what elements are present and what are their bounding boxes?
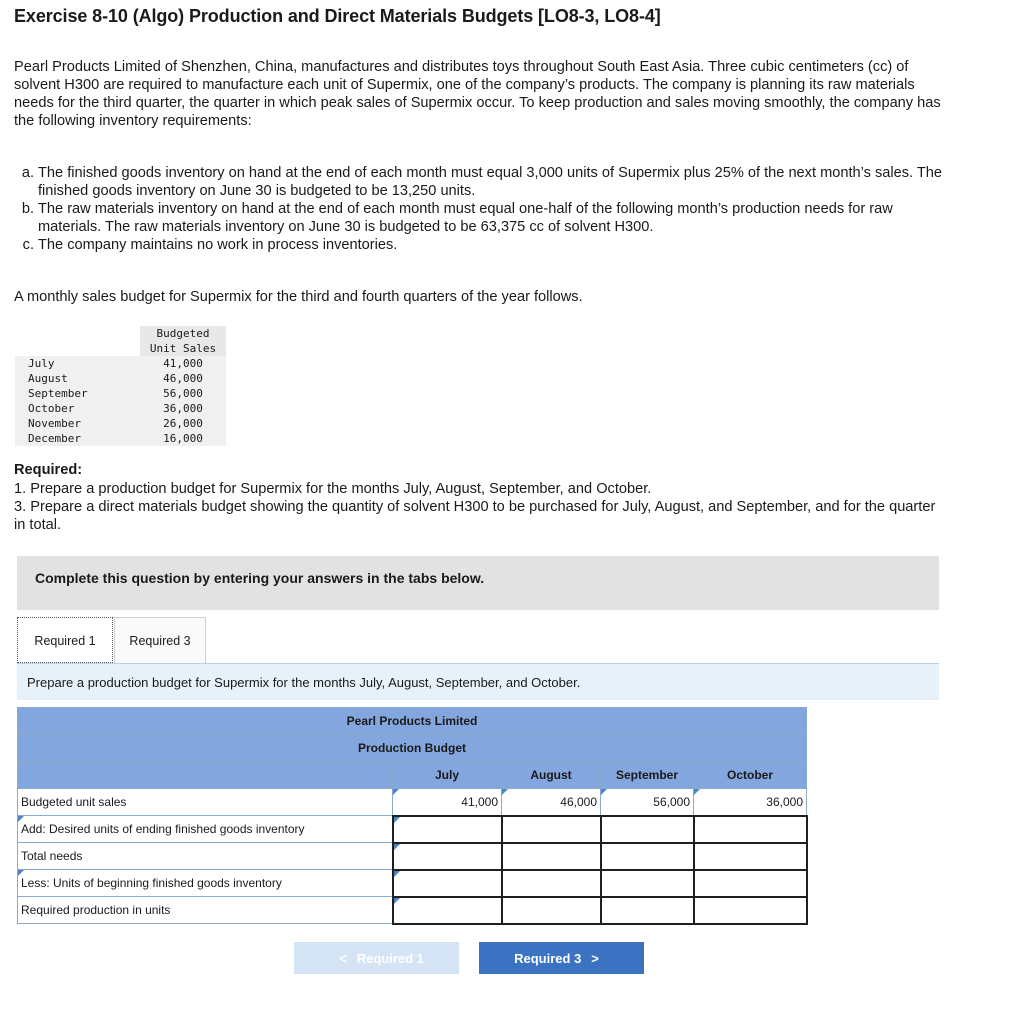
- column-header-july: July: [393, 762, 502, 789]
- tab-required-1[interactable]: Required 1: [17, 617, 113, 663]
- chevron-left-icon: <: [339, 951, 347, 966]
- requirement-item-a: [14, 164, 944, 200]
- column-header-august: August: [502, 762, 601, 789]
- cell-flag-icon: [502, 789, 508, 795]
- row-label-budgeted-unit-sales: Budgeted unit sales: [18, 789, 393, 816]
- input-ending-inventory-july[interactable]: [393, 816, 502, 843]
- required-tasks: [14, 480, 944, 534]
- sales-month: July: [15, 356, 140, 371]
- budget-title: Production Budget: [18, 735, 807, 762]
- sales-units: 41,000: [140, 356, 226, 371]
- cell-flag-icon: [393, 789, 399, 795]
- inventory-requirements-list: [14, 164, 944, 254]
- sales-intro: A monthly sales budget for Supermix for the third and fourth quarters of the year follows.: [14, 289, 583, 305]
- input-beginning-inventory-october[interactable]: [694, 870, 807, 897]
- requirement-item-b: [14, 200, 944, 236]
- tab-required-3[interactable]: Required 3: [114, 617, 206, 663]
- input-beginning-inventory-august[interactable]: [502, 870, 601, 897]
- cell-budgeted-sales-september: 56,000: [601, 789, 694, 816]
- table-row: [18, 843, 807, 870]
- sales-header-unit-sales: Unit Sales: [140, 341, 226, 356]
- sales-month: November: [15, 416, 140, 431]
- row-label-desired-ending-inventory: Add: Desired units of ending finished goods inventory: [18, 816, 393, 843]
- requirement-item-c: [14, 236, 944, 254]
- cell-flag-icon: [601, 789, 607, 795]
- input-total-needs-august[interactable]: [502, 843, 601, 870]
- cell-flag-icon: [394, 817, 400, 823]
- sales-row: [15, 371, 226, 386]
- column-header-october: October: [694, 762, 807, 789]
- required-heading: Required:: [14, 462, 83, 478]
- input-total-needs-july[interactable]: [393, 843, 502, 870]
- cell-flag-icon: [394, 898, 400, 904]
- required-task-3: 3. Prepare a direct materials budget showing the quantity of solvent H300 to be purchased for July, August, and September, and for the quarter in total.: [14, 499, 936, 533]
- sales-budget-table: [15, 326, 226, 446]
- sales-row: [15, 416, 226, 431]
- input-total-needs-september[interactable]: [601, 843, 694, 870]
- sales-units: 46,000: [140, 371, 226, 386]
- table-row: [18, 816, 807, 843]
- production-budget-table: [17, 707, 808, 925]
- sales-row: [15, 431, 226, 446]
- requirement-text: The raw materials inventory on hand at the end of each month must equal one-half of the following month’s production needs for raw materials. The raw materials inventory on June 30 is budgeted to be 63,375 cc of solvent H300.: [38, 201, 893, 235]
- row-label-beginning-inventory: Less: Units of beginning finished goods inventory: [18, 870, 393, 897]
- input-total-needs-october[interactable]: [694, 843, 807, 870]
- required-task-1: 1. Prepare a production budget for Supermix for the months July, August, September, and October.: [14, 481, 652, 497]
- input-beginning-inventory-july[interactable]: [393, 870, 502, 897]
- sales-month: December: [15, 431, 140, 446]
- requirement-text: The company maintains no work in process inventories.: [38, 237, 398, 253]
- sales-units: 56,000: [140, 386, 226, 401]
- requirement-letter: c.: [22, 237, 34, 253]
- sales-month: August: [15, 371, 140, 386]
- previous-required-button[interactable]: [294, 942, 459, 974]
- row-label-total-needs: Total needs: [18, 843, 393, 870]
- next-button-label: Required 3: [514, 951, 582, 966]
- table-row: [18, 789, 807, 816]
- budget-column-headers: [18, 762, 807, 789]
- sales-units: 26,000: [140, 416, 226, 431]
- requirement-letter: b.: [21, 201, 34, 217]
- column-header-september: September: [601, 762, 694, 789]
- sales-row: [15, 356, 226, 371]
- budget-company-name: Pearl Products Limited: [18, 708, 807, 735]
- input-ending-inventory-august[interactable]: [502, 816, 601, 843]
- sales-units: 16,000: [140, 431, 226, 446]
- sales-row: [15, 386, 226, 401]
- sales-units: 36,000: [140, 401, 226, 416]
- input-required-production-october[interactable]: [694, 897, 807, 924]
- exercise-title: Exercise 8-10 (Algo) Production and Direct Materials Budgets [LO8-3, LO8-4]: [14, 6, 661, 26]
- input-required-production-july[interactable]: [393, 897, 502, 924]
- sales-month: October: [15, 401, 140, 416]
- cell-flag-icon: [18, 816, 24, 822]
- cell-flag-icon: [18, 870, 24, 876]
- cell-flag-icon: [394, 844, 400, 850]
- sales-row: [15, 401, 226, 416]
- cell-budgeted-sales-october: 36,000: [694, 789, 807, 816]
- cell-budgeted-sales-august: 46,000: [502, 789, 601, 816]
- sales-header-budgeted: Budgeted: [140, 326, 226, 341]
- input-required-production-august[interactable]: [502, 897, 601, 924]
- input-beginning-inventory-september[interactable]: [601, 870, 694, 897]
- row-label-required-production: Required production in units: [18, 897, 393, 924]
- next-required-button[interactable]: [479, 942, 644, 974]
- input-ending-inventory-october[interactable]: [694, 816, 807, 843]
- banner-text: Complete this question by entering your answers in the tabs below.: [35, 570, 485, 586]
- sales-month: September: [15, 386, 140, 401]
- requirement-letter: a.: [21, 165, 34, 181]
- instructions-banner: [17, 556, 939, 610]
- previous-button-label: Required 1: [356, 951, 424, 966]
- requirement-text: The finished goods inventory on hand at the end of each month must equal 3,000 units of Supermix plus 25% of the next month’s sales. The finished goods inventory on June 30 is budgeted to be 13,250 units.: [38, 165, 943, 199]
- cell-flag-icon: [394, 871, 400, 877]
- cell-budgeted-sales-july: 41,000: [393, 789, 502, 816]
- tab-instruction: [17, 664, 939, 700]
- input-ending-inventory-september[interactable]: [601, 816, 694, 843]
- chevron-right-icon: >: [591, 951, 599, 966]
- table-row: [18, 870, 807, 897]
- cell-flag-icon: [694, 789, 700, 795]
- intro-paragraph: Pearl Products Limited of Shenzhen, China, manufactures and distributes toys throughout South East Asia. Three cubic centimeters (cc) of solvent H300 are required to manufacture each unit of Supermix, one of the company’s products. The company is planning its raw materials needs for the third quarter, the quarter in which peak sales of Supermix occur. To keep production and sales moving smoothly, the company has the following inventory requirements:: [14, 59, 941, 129]
- instruction-text: Prepare a production budget for Supermix for the months July, August, September, and October.: [27, 675, 581, 690]
- table-row: [18, 897, 807, 924]
- input-required-production-september[interactable]: [601, 897, 694, 924]
